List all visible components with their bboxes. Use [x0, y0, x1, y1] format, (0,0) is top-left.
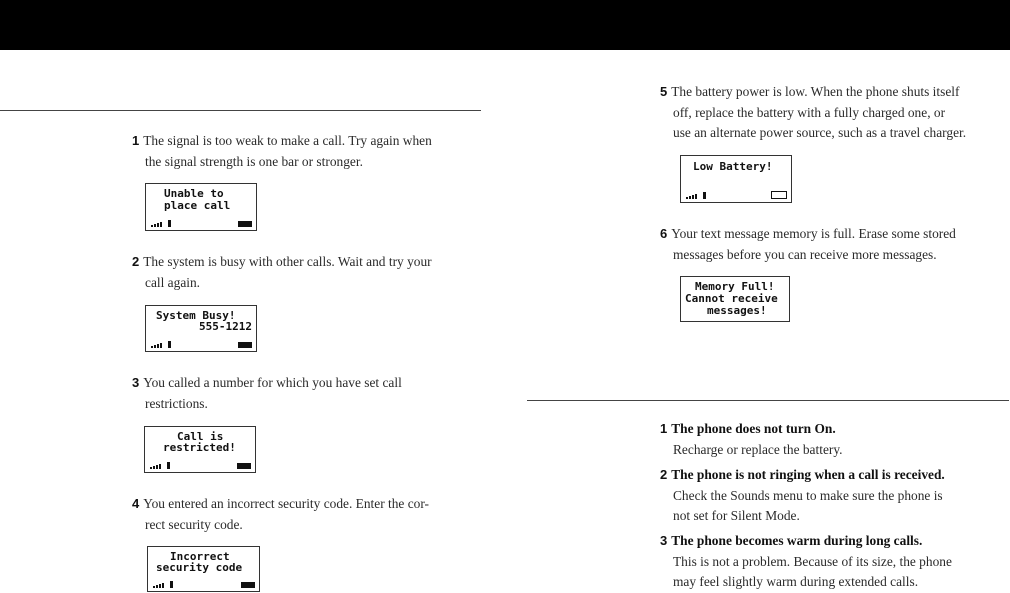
- error-item-5: [660, 82, 1010, 144]
- display-line: Incorrect: [170, 550, 230, 563]
- item-text-line: You called a number for which you have set call: [143, 375, 402, 390]
- faq-question: The phone is not ringing when a call is received.: [671, 467, 945, 482]
- battery-icon: [238, 342, 252, 348]
- display-line: Call is: [177, 430, 224, 443]
- signal-icon: [150, 461, 170, 469]
- faq-question: The phone does not turn On.: [671, 421, 836, 436]
- display-line: Memory Full!: [695, 280, 775, 293]
- item-text-line: call again.: [145, 274, 201, 290]
- item-number: 4: [132, 496, 140, 511]
- display-line: restricted!: [163, 441, 236, 454]
- display-line: messages!: [707, 304, 767, 317]
- faq-answer: This is not a problem. Because of its size, the phone: [673, 553, 952, 569]
- battery-empty-icon: [771, 191, 787, 199]
- battery-icon: [238, 221, 252, 227]
- faq-question: The phone becomes warm during long calls.: [671, 533, 923, 548]
- display-line: security code: [156, 561, 243, 574]
- faq-item-3: [660, 531, 1010, 593]
- signal-icon: [153, 580, 173, 588]
- error-item-2: [132, 252, 482, 293]
- item-text-line: messages before you can receive more messages.: [673, 246, 937, 262]
- header-bar: [0, 0, 1010, 50]
- item-text-line: The battery power is low. When the phone shuts itself: [671, 84, 960, 99]
- item-text-line: The system is busy with other calls. Wait and try your: [143, 254, 432, 269]
- display-line: Unable to: [164, 187, 224, 200]
- item-text-line: restrictions.: [145, 395, 208, 411]
- signal-icon: [151, 340, 171, 348]
- error-item-4: [132, 494, 482, 535]
- item-text-line: The signal is too weak to make a call. Try again when: [143, 133, 432, 148]
- item-text-line: use an alternate power source, such as a travel charger.: [673, 125, 967, 140]
- faq-number: 3: [660, 533, 668, 548]
- item-number: 6: [660, 226, 668, 241]
- phone-display-memory-full: [680, 276, 790, 322]
- phone-display-call-restricted: [144, 426, 256, 473]
- phone-display-incorrect-security-code: [147, 546, 260, 592]
- faq-answer: Recharge or replace the battery.: [673, 441, 843, 457]
- display-line: Cannot receive: [685, 292, 778, 305]
- display-line: System Busy!: [156, 309, 236, 322]
- faq-answer: not set for Silent Mode.: [673, 508, 800, 523]
- battery-icon: [241, 582, 255, 588]
- display-line: 555-1212: [199, 320, 252, 333]
- faq-number: 1: [660, 421, 668, 436]
- faq-item-1: [660, 419, 1010, 460]
- item-number: 2: [132, 254, 140, 269]
- signal-icon: [151, 219, 171, 227]
- error-item-1: [132, 131, 482, 172]
- display-line: place call: [164, 199, 231, 212]
- item-number: 5: [660, 84, 668, 99]
- display-line: Low Battery!: [693, 160, 773, 173]
- battery-icon: [237, 463, 251, 469]
- item-text-line: rect security code.: [145, 516, 243, 532]
- item-number: 3: [132, 375, 140, 390]
- phone-display-low-battery: [680, 155, 792, 203]
- faq-answer: Check the Sounds menu to make sure the phone is: [673, 487, 943, 503]
- item-text-line: the signal strength is one bar or stronger.: [145, 153, 363, 169]
- phone-display-unable-to-place-call: [145, 183, 257, 231]
- faq-answer: may feel slightly warm during extended calls.: [673, 574, 919, 589]
- item-text-line: You entered an incorrect security code. Enter the cor-: [143, 496, 430, 511]
- phone-display-system-busy: [145, 305, 257, 352]
- right-section-rule: [527, 400, 1009, 401]
- error-item-6: [660, 224, 1010, 265]
- item-number: 1: [132, 133, 140, 148]
- left-section-rule: [0, 110, 481, 111]
- item-text-line: Your text message memory is full. Erase some stored: [671, 226, 956, 241]
- faq-item-2: [660, 465, 1010, 527]
- signal-icon: [686, 191, 706, 199]
- error-item-3: [132, 373, 482, 414]
- faq-number: 2: [660, 467, 668, 482]
- item-text-line: off, replace the battery with a fully charged one, or: [673, 104, 946, 120]
